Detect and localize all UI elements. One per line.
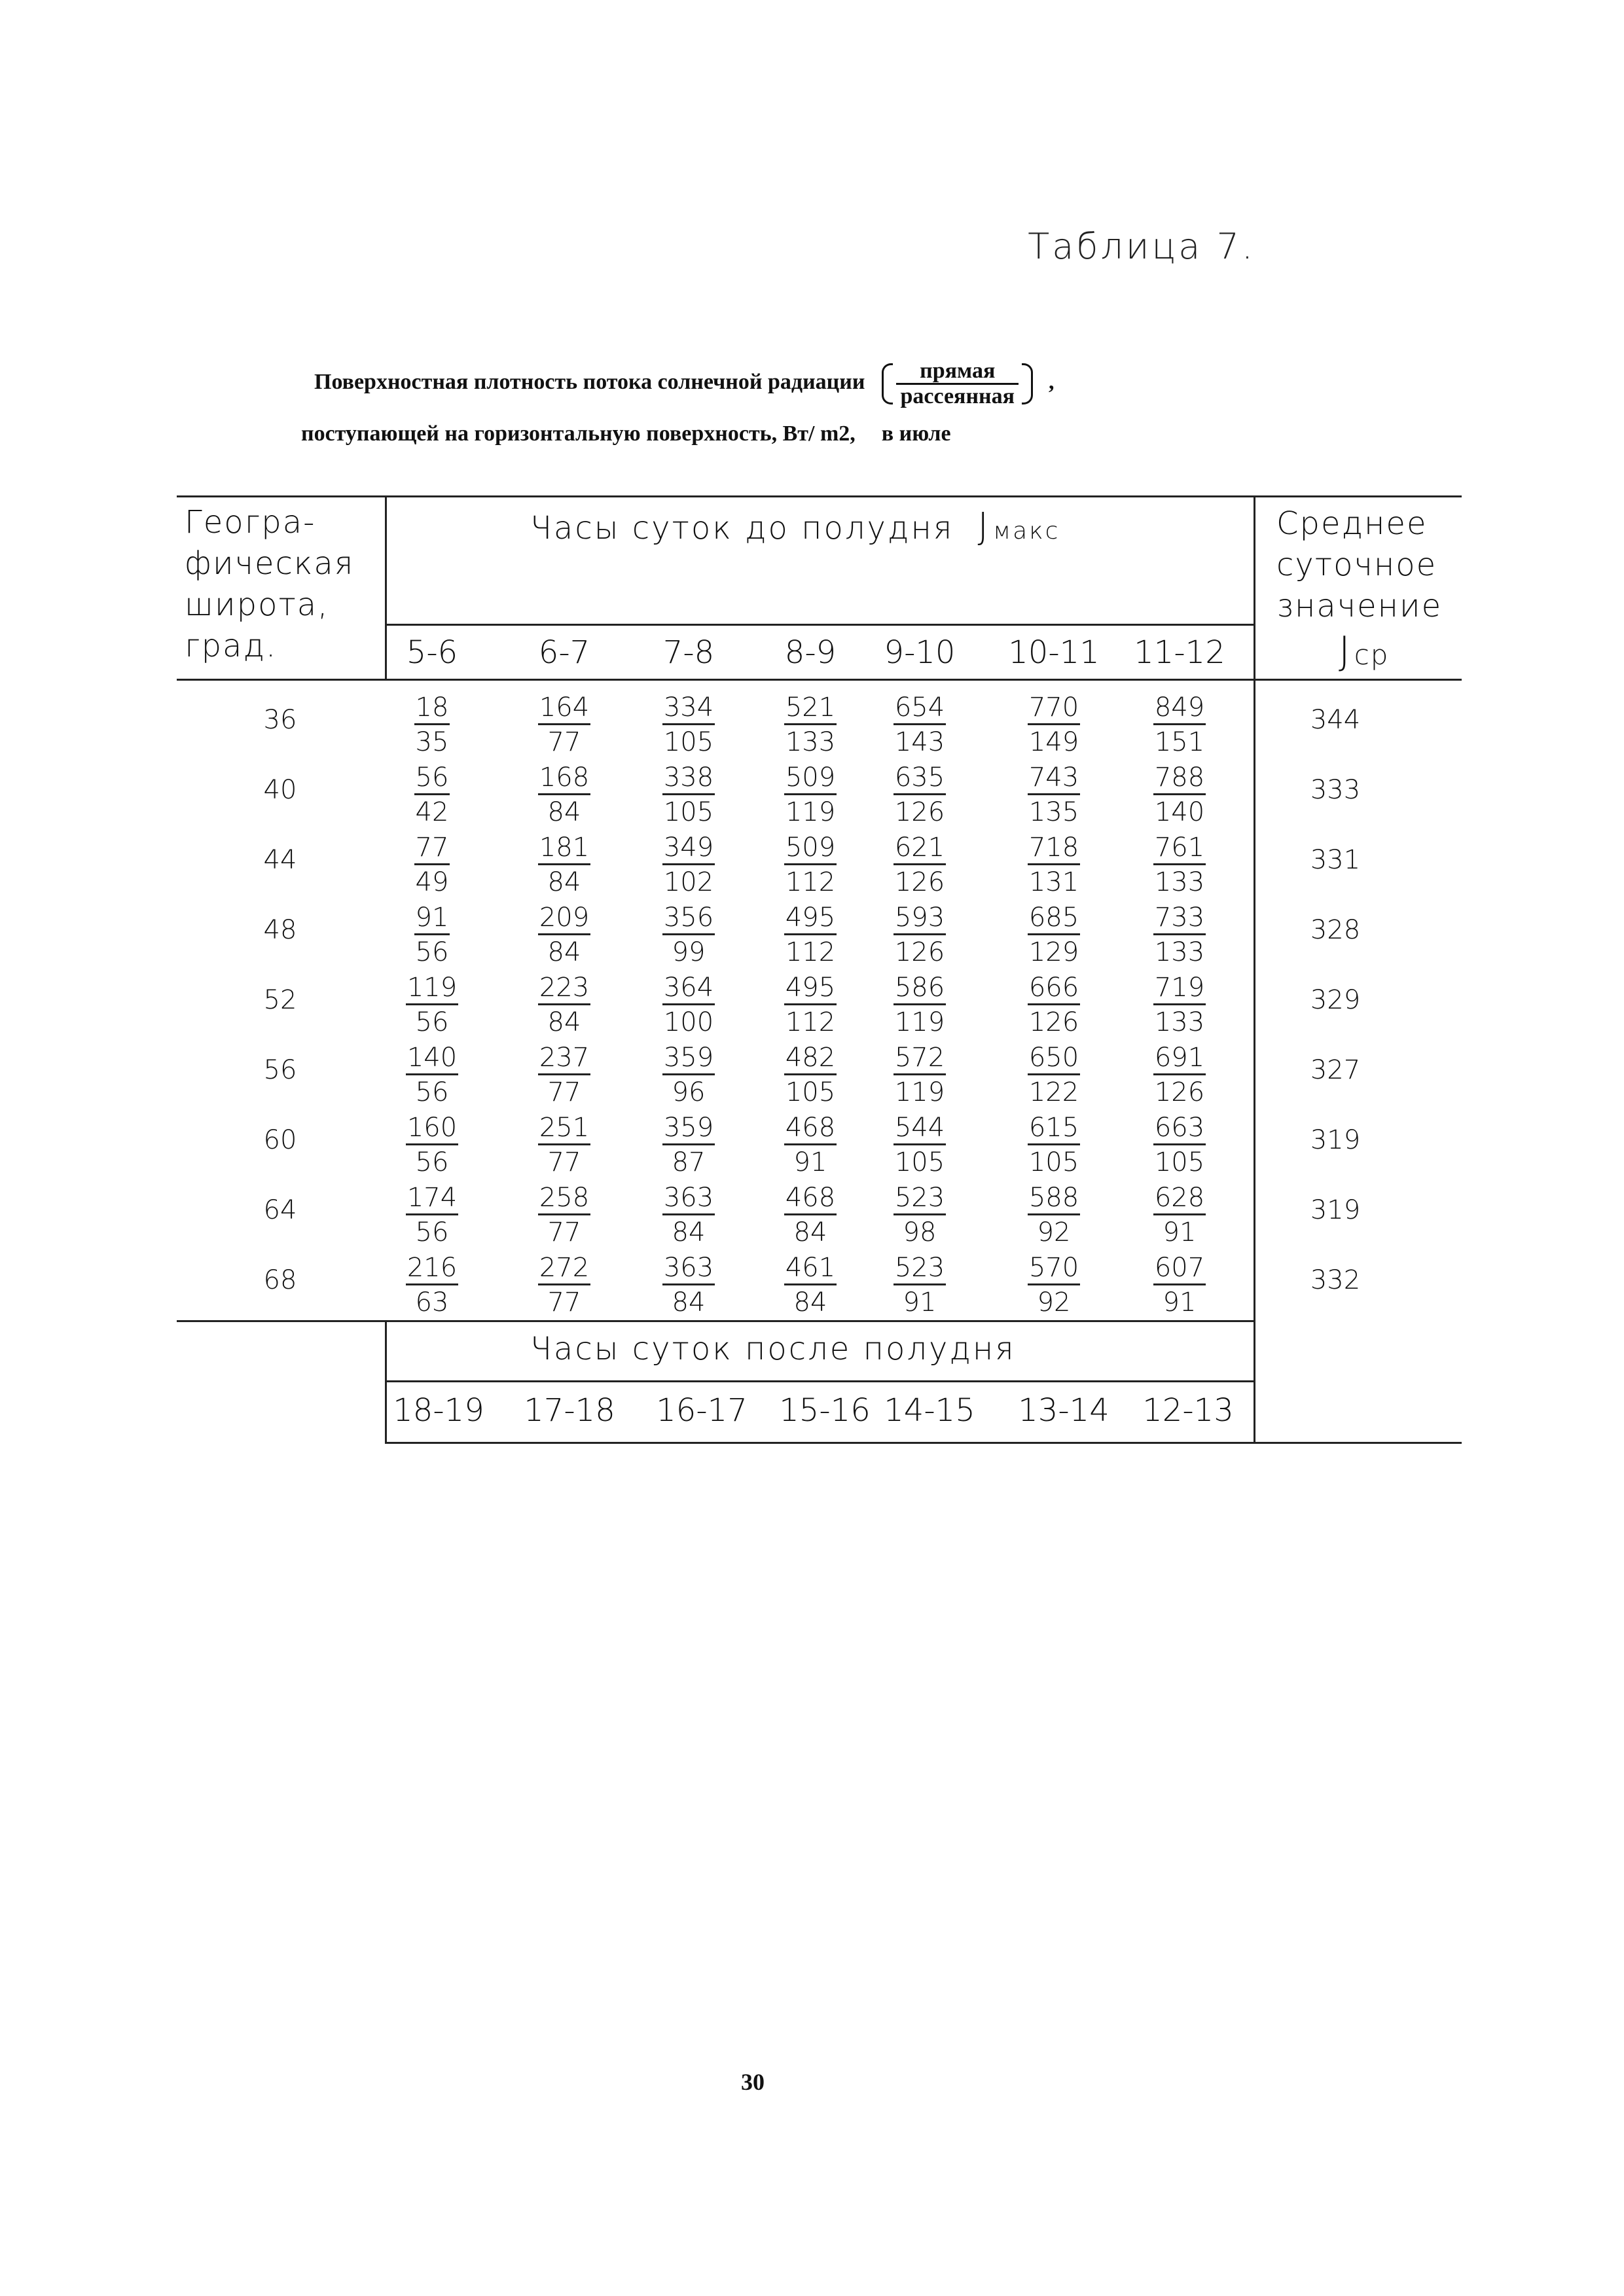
radiation-fraction <box>393 761 471 829</box>
radiation-fraction <box>880 1251 959 1319</box>
caption-text-1: Поверхностная плотность потока солнечной радиации <box>314 370 865 394</box>
direct-radiation-value: 164 <box>538 692 590 725</box>
average-header-line: Среднее <box>1276 505 1428 542</box>
latitude-header-line: град. <box>185 628 278 664</box>
caption-line-2 <box>301 408 1427 459</box>
hour-before-label: 8-9 <box>784 634 837 671</box>
diffuse-radiation-value: 84 <box>547 937 581 967</box>
hour-before-label: 10-11 <box>1008 634 1100 671</box>
rule-after-hours-top <box>385 1380 1254 1382</box>
radiation-fraction <box>649 1111 728 1179</box>
radiation-fraction <box>649 901 728 969</box>
latitude-value: 52 <box>263 985 297 1015</box>
direct-radiation-value: 140 <box>406 1042 458 1075</box>
radiation-fraction <box>880 691 959 759</box>
direct-radiation-value: 719 <box>1153 972 1206 1005</box>
diffuse-radiation-value: 49 <box>415 867 449 897</box>
direct-radiation-value: 523 <box>893 1182 946 1215</box>
radiation-table <box>177 495 1462 1444</box>
diffuse-radiation-value: 92 <box>1037 1217 1071 1247</box>
caption-fraction <box>882 359 1033 408</box>
radiation-fraction <box>771 901 850 969</box>
radiation-fraction <box>771 1041 850 1109</box>
latitude-value: 56 <box>263 1055 297 1085</box>
diffuse-radiation-value: 133 <box>1154 937 1205 967</box>
direct-radiation-value: 364 <box>662 972 715 1005</box>
direct-radiation-value: 349 <box>662 832 715 865</box>
daily-average-value: 344 <box>1310 705 1361 735</box>
direct-radiation-value: 338 <box>662 762 715 795</box>
diffuse-radiation-value: 131 <box>1028 867 1079 897</box>
direct-radiation-value: 654 <box>893 692 946 725</box>
latitude-header-line: широта, <box>185 586 329 623</box>
direct-radiation-value: 615 <box>1028 1112 1080 1145</box>
radiation-fraction <box>880 831 959 899</box>
average-header-line: суточное <box>1276 547 1437 583</box>
radiation-fraction <box>771 971 850 1039</box>
diffuse-radiation-value: 84 <box>793 1287 827 1318</box>
direct-radiation-value: 544 <box>893 1112 946 1145</box>
radiation-fraction <box>393 691 471 759</box>
radiation-fraction <box>1140 761 1219 829</box>
diffuse-radiation-value: 105 <box>663 797 714 827</box>
direct-radiation-value: 119 <box>406 972 458 1005</box>
diffuse-radiation-value: 77 <box>547 1077 581 1107</box>
direct-radiation-value: 788 <box>1153 762 1206 795</box>
hour-after-label: 17-18 <box>524 1392 615 1429</box>
radiation-fraction <box>1140 1041 1219 1109</box>
diffuse-radiation-value: 105 <box>894 1147 945 1177</box>
diffuse-radiation-value: 112 <box>785 1007 836 1037</box>
direct-radiation-value: 650 <box>1028 1042 1080 1075</box>
diffuse-radiation-value: 133 <box>1154 867 1205 897</box>
direct-radiation-value: 468 <box>784 1112 837 1145</box>
direct-radiation-value: 77 <box>414 832 450 865</box>
diffuse-radiation-value: 119 <box>894 1077 945 1107</box>
direct-radiation-value: 160 <box>406 1112 458 1145</box>
direct-radiation-value: 91 <box>414 902 450 935</box>
diffuse-radiation-value: 77 <box>547 1287 581 1318</box>
radiation-fraction <box>525 1111 604 1179</box>
radiation-fraction <box>525 691 604 759</box>
direct-radiation-value: 359 <box>662 1112 715 1145</box>
radiation-fraction <box>880 901 959 969</box>
radiation-fraction <box>1140 1251 1219 1319</box>
hour-before-label: 5-6 <box>406 634 458 671</box>
caption-text-2: поступающей на горизонтальную поверхность, Вт/ m2, <box>301 421 856 446</box>
caption-line-1 <box>314 357 1427 408</box>
radiation-fraction <box>393 1111 471 1179</box>
radiation-fraction <box>649 831 728 899</box>
radiation-fraction <box>771 1251 850 1319</box>
diffuse-radiation-value: 91 <box>903 1287 937 1318</box>
radiation-fraction <box>649 1041 728 1109</box>
diffuse-radiation-value: 56 <box>415 937 449 967</box>
radiation-fraction <box>1015 901 1093 969</box>
direct-radiation-value: 168 <box>538 762 590 795</box>
radiation-fraction <box>525 901 604 969</box>
average-header <box>1276 503 1473 675</box>
caption-fraction-numerator: прямая <box>896 359 1019 385</box>
diffuse-radiation-value: 84 <box>547 1007 581 1037</box>
diffuse-radiation-value: 126 <box>894 937 945 967</box>
direct-radiation-value: 685 <box>1028 902 1080 935</box>
latitude-value: 44 <box>263 845 297 875</box>
radiation-fraction <box>1140 691 1219 759</box>
diffuse-radiation-value: 122 <box>1028 1077 1079 1107</box>
radiation-fraction <box>525 761 604 829</box>
direct-radiation-value: 635 <box>893 762 946 795</box>
direct-radiation-value: 56 <box>414 762 450 795</box>
latitude-value: 36 <box>263 705 297 735</box>
daily-average-value: 332 <box>1310 1265 1361 1295</box>
radiation-fraction <box>1140 1181 1219 1249</box>
radiation-fraction <box>649 1181 728 1249</box>
direct-radiation-value: 223 <box>538 972 590 1005</box>
direct-radiation-value: 570 <box>1028 1252 1080 1285</box>
daily-average-value: 319 <box>1310 1195 1361 1225</box>
diffuse-radiation-value: 126 <box>894 867 945 897</box>
diffuse-radiation-value: 63 <box>415 1287 449 1318</box>
diffuse-radiation-value: 84 <box>672 1287 706 1318</box>
diffuse-radiation-value: 91 <box>793 1147 827 1177</box>
diffuse-radiation-value: 77 <box>547 727 581 757</box>
direct-radiation-value: 237 <box>538 1042 590 1075</box>
hour-after-label: 12-13 <box>1142 1392 1234 1429</box>
radiation-fraction <box>525 1181 604 1249</box>
average-header-line: значение <box>1276 588 1443 624</box>
direct-radiation-value: 495 <box>784 972 837 1005</box>
radiation-fraction <box>525 1041 604 1109</box>
hour-after-label: 15-16 <box>779 1392 871 1429</box>
direct-radiation-value: 18 <box>414 692 450 725</box>
radiation-fraction <box>525 831 604 899</box>
daily-average-value: 328 <box>1310 915 1361 945</box>
direct-radiation-value: 761 <box>1153 832 1206 865</box>
direct-radiation-value: 521 <box>784 692 837 725</box>
latitude-header-line: фическая <box>185 545 355 582</box>
diffuse-radiation-value: 35 <box>415 727 449 757</box>
hour-before-label: 11-12 <box>1134 634 1225 671</box>
radiation-fraction <box>771 1181 850 1249</box>
hour-after-label: 14-15 <box>884 1392 975 1429</box>
latitude-value: 40 <box>263 775 297 805</box>
direct-radiation-value: 588 <box>1028 1182 1080 1215</box>
direct-radiation-value: 666 <box>1028 972 1080 1005</box>
direct-radiation-value: 363 <box>662 1182 715 1215</box>
radiation-fraction <box>649 761 728 829</box>
latitude-header <box>185 502 381 667</box>
diffuse-radiation-value: 100 <box>663 1007 714 1037</box>
diffuse-radiation-value: 84 <box>793 1217 827 1247</box>
diffuse-radiation-value: 143 <box>894 727 945 757</box>
radiation-fraction <box>649 691 728 759</box>
hour-after-label: 16-17 <box>656 1392 748 1429</box>
hour-before-label: 9-10 <box>884 634 956 671</box>
radiation-fraction <box>1015 1181 1093 1249</box>
latitude-value: 60 <box>263 1125 297 1155</box>
radiation-fraction <box>1140 1111 1219 1179</box>
javg-subscript: ср <box>1354 639 1390 671</box>
direct-radiation-value: 691 <box>1153 1042 1206 1075</box>
caption-fraction-denominator: рассеянная <box>900 384 1015 408</box>
radiation-fraction <box>1015 1041 1093 1109</box>
latitude-value: 48 <box>263 915 297 945</box>
rule-header-bottom <box>177 679 1462 681</box>
diffuse-radiation-value: 96 <box>672 1077 706 1107</box>
diffuse-radiation-value: 129 <box>1028 937 1079 967</box>
radiation-fraction <box>525 971 604 1039</box>
direct-radiation-value: 251 <box>538 1112 590 1145</box>
before-noon-label: Часы суток до полудня <box>530 510 954 547</box>
direct-radiation-value: 356 <box>662 902 715 935</box>
radiation-fraction <box>1015 831 1093 899</box>
direct-radiation-value: 718 <box>1028 832 1080 865</box>
diffuse-radiation-value: 56 <box>415 1077 449 1107</box>
diffuse-radiation-value: 105 <box>663 727 714 757</box>
diffuse-radiation-value: 105 <box>1028 1147 1079 1177</box>
diffuse-radiation-value: 77 <box>547 1217 581 1247</box>
rule-bottom <box>385 1442 1462 1444</box>
direct-radiation-value: 181 <box>538 832 590 865</box>
radiation-fraction <box>1140 831 1219 899</box>
rule-data-bottom <box>177 1320 1254 1322</box>
direct-radiation-value: 621 <box>893 832 946 865</box>
radiation-fraction <box>1015 691 1093 759</box>
radiation-fraction <box>1140 971 1219 1039</box>
table-label: Таблица 7. <box>1028 226 1255 267</box>
radiation-fraction <box>880 761 959 829</box>
direct-radiation-value: 509 <box>784 832 837 865</box>
diffuse-radiation-value: 56 <box>415 1147 449 1177</box>
diffuse-radiation-value: 84 <box>672 1217 706 1247</box>
direct-radiation-value: 849 <box>1153 692 1206 725</box>
rule-top <box>177 495 1462 497</box>
diffuse-radiation-value: 112 <box>785 937 836 967</box>
direct-radiation-value: 363 <box>662 1252 715 1285</box>
radiation-fraction <box>880 1111 959 1179</box>
hour-before-label: 6-7 <box>538 634 590 671</box>
direct-radiation-value: 359 <box>662 1042 715 1075</box>
radiation-fraction <box>1015 1111 1093 1179</box>
radiation-fraction <box>649 971 728 1039</box>
direct-radiation-value: 770 <box>1028 692 1080 725</box>
diffuse-radiation-value: 133 <box>1154 1007 1205 1037</box>
diffuse-radiation-value: 105 <box>785 1077 836 1107</box>
hour-before-label: 7-8 <box>662 634 715 671</box>
direct-radiation-value: 334 <box>662 692 715 725</box>
rule-avg-divider <box>1254 495 1255 1444</box>
radiation-fraction <box>393 1181 471 1249</box>
diffuse-radiation-value: 77 <box>547 1147 581 1177</box>
daily-average-value: 319 <box>1310 1125 1361 1155</box>
diffuse-radiation-value: 84 <box>547 797 581 827</box>
diffuse-radiation-value: 126 <box>1028 1007 1079 1037</box>
radiation-fraction <box>1140 901 1219 969</box>
rule-hours-top <box>385 624 1254 626</box>
radiation-fraction <box>1015 1251 1093 1319</box>
latitude-header-line: Геогра- <box>185 504 316 541</box>
radiation-fraction <box>525 1251 604 1319</box>
daily-average-value: 331 <box>1310 845 1361 875</box>
jmax-symbol: J <box>977 505 991 548</box>
hour-after-label: 13-14 <box>1018 1392 1110 1429</box>
direct-radiation-value: 468 <box>784 1182 837 1215</box>
caption-text-3: в июле <box>881 421 951 446</box>
direct-radiation-value: 258 <box>538 1182 590 1215</box>
diffuse-radiation-value: 91 <box>1163 1217 1197 1247</box>
diffuse-radiation-value: 102 <box>663 867 714 897</box>
caption-comma: , <box>1049 370 1055 394</box>
diffuse-radiation-value: 98 <box>903 1217 937 1247</box>
radiation-fraction <box>393 1041 471 1109</box>
radiation-fraction <box>771 761 850 829</box>
direct-radiation-value: 607 <box>1153 1252 1206 1285</box>
direct-radiation-value: 461 <box>784 1252 837 1285</box>
direct-radiation-value: 663 <box>1153 1112 1206 1145</box>
direct-radiation-value: 586 <box>893 972 946 1005</box>
direct-radiation-value: 523 <box>893 1252 946 1285</box>
direct-radiation-value: 628 <box>1153 1182 1206 1215</box>
diffuse-radiation-value: 56 <box>415 1007 449 1037</box>
radiation-fraction <box>649 1251 728 1319</box>
diffuse-radiation-value: 105 <box>1154 1147 1205 1177</box>
diffuse-radiation-value: 126 <box>894 797 945 827</box>
radiation-fraction <box>880 1041 959 1109</box>
direct-radiation-value: 733 <box>1153 902 1206 935</box>
table-caption <box>301 357 1427 459</box>
direct-radiation-value: 482 <box>784 1042 837 1075</box>
diffuse-radiation-value: 119 <box>894 1007 945 1037</box>
direct-radiation-value: 509 <box>784 762 837 795</box>
direct-radiation-value: 572 <box>893 1042 946 1075</box>
direct-radiation-value: 174 <box>406 1182 458 1215</box>
diffuse-radiation-value: 84 <box>547 867 581 897</box>
radiation-fraction <box>880 1181 959 1249</box>
latitude-value: 64 <box>263 1195 297 1225</box>
jmax-subscript: макс <box>993 518 1060 545</box>
radiation-fraction <box>771 831 850 899</box>
after-noon-header: Часы суток после полудня <box>530 1331 1016 1367</box>
diffuse-radiation-value: 42 <box>415 797 449 827</box>
daily-average-value: 329 <box>1310 985 1361 1015</box>
diffuse-radiation-value: 133 <box>785 727 836 757</box>
diffuse-radiation-value: 112 <box>785 867 836 897</box>
radiation-fraction <box>1015 761 1093 829</box>
radiation-fraction <box>771 691 850 759</box>
radiation-fraction <box>1015 971 1093 1039</box>
diffuse-radiation-value: 126 <box>1154 1077 1205 1107</box>
diffuse-radiation-value: 140 <box>1154 797 1205 827</box>
diffuse-radiation-value: 92 <box>1037 1287 1071 1318</box>
direct-radiation-value: 216 <box>406 1252 458 1285</box>
hour-after-label: 18-19 <box>393 1392 484 1429</box>
daily-average-value: 333 <box>1310 775 1361 805</box>
before-noon-header <box>530 505 1060 548</box>
radiation-fraction <box>393 971 471 1039</box>
direct-radiation-value: 743 <box>1028 762 1080 795</box>
diffuse-radiation-value: 91 <box>1163 1287 1197 1318</box>
diffuse-radiation-value: 149 <box>1028 727 1079 757</box>
radiation-fraction <box>771 1111 850 1179</box>
direct-radiation-value: 209 <box>538 902 590 935</box>
radiation-fraction <box>393 831 471 899</box>
latitude-value: 68 <box>263 1265 297 1295</box>
diffuse-radiation-value: 135 <box>1028 797 1079 827</box>
javg-label <box>1276 628 1473 675</box>
radiation-fraction <box>393 901 471 969</box>
radiation-fraction <box>393 1251 471 1319</box>
direct-radiation-value: 495 <box>784 902 837 935</box>
diffuse-radiation-value: 151 <box>1154 727 1205 757</box>
direct-radiation-value: 272 <box>538 1252 590 1285</box>
diffuse-radiation-value: 56 <box>415 1217 449 1247</box>
javg-symbol: J <box>1339 628 1352 674</box>
daily-average-value: 327 <box>1310 1055 1361 1085</box>
diffuse-radiation-value: 87 <box>672 1147 706 1177</box>
diffuse-radiation-value: 99 <box>672 937 706 967</box>
diffuse-radiation-value: 119 <box>785 797 836 827</box>
radiation-fraction <box>880 971 959 1039</box>
direct-radiation-value: 593 <box>893 902 946 935</box>
page-number: 30 <box>741 2069 765 2095</box>
